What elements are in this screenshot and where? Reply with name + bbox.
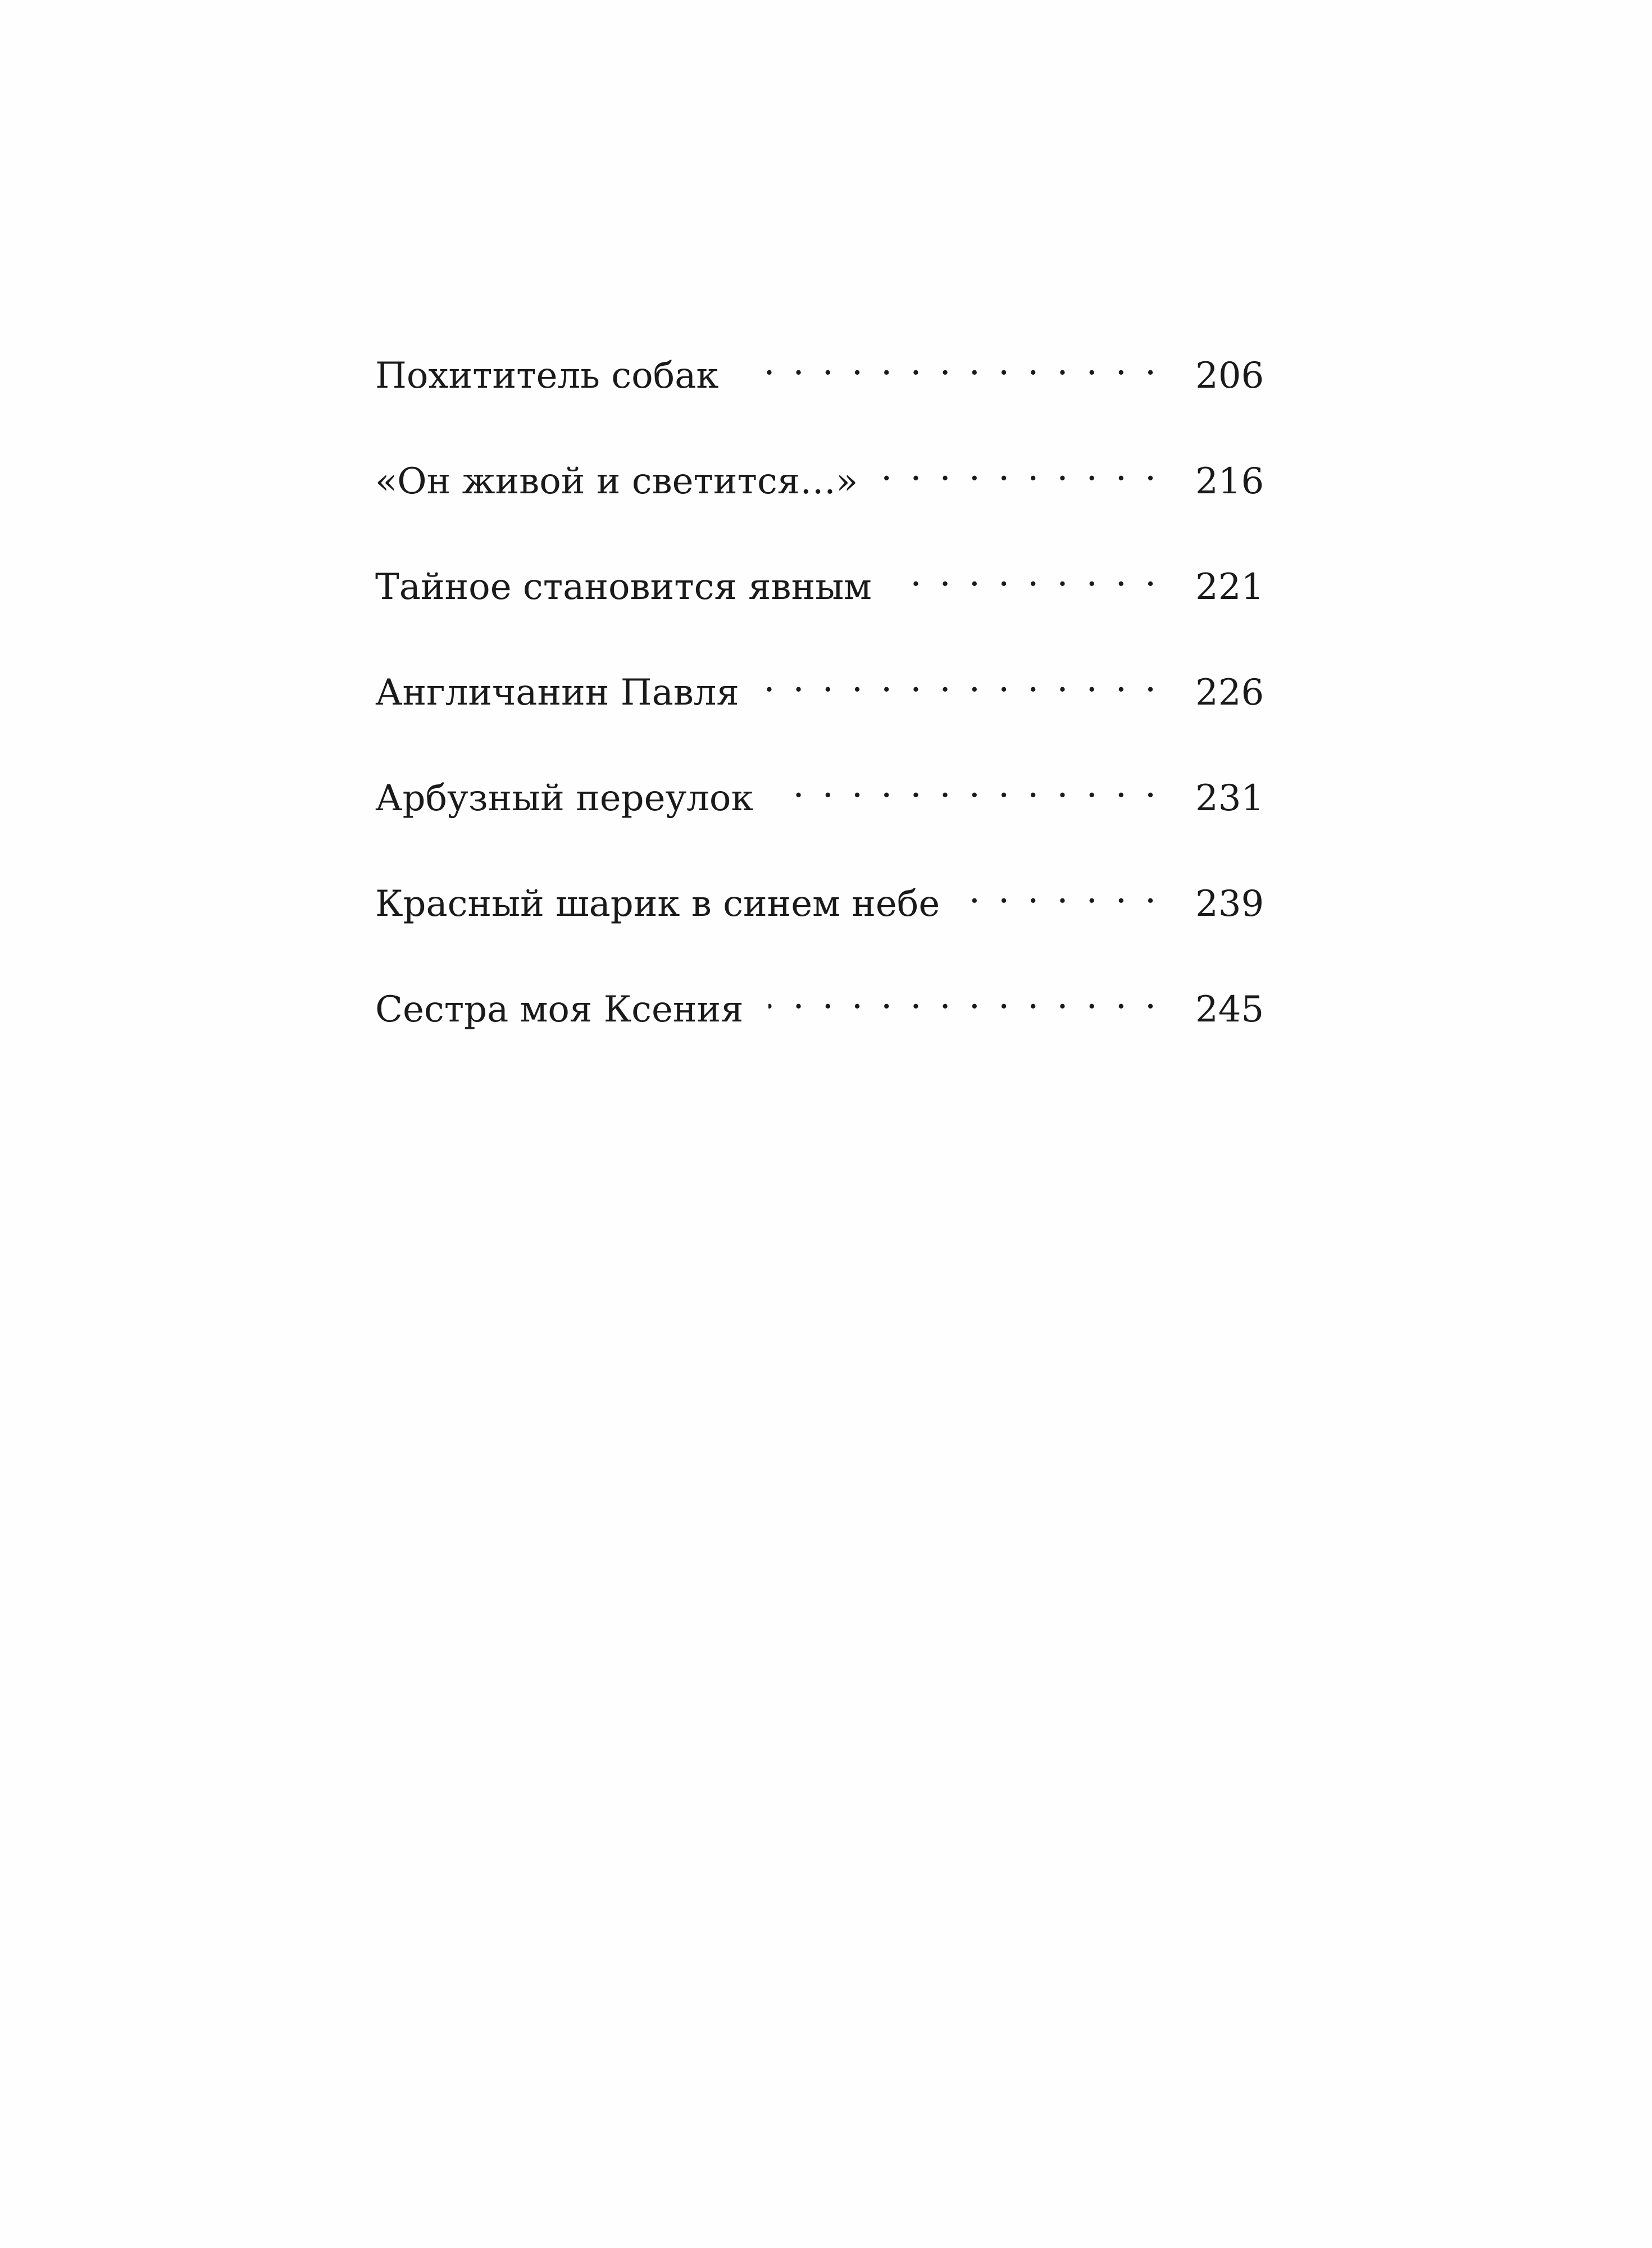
table-of-contents: [375, 337, 1264, 1077]
toc-entry-title: Арбузный переулок: [375, 778, 754, 819]
toc-entry-page: 231: [1195, 778, 1264, 819]
toc-dot-leader: [768, 971, 1159, 1021]
toc-entry[interactable]: [375, 971, 1264, 1077]
toc-entry[interactable]: [375, 337, 1264, 443]
toc-entry-title: Похититель собак: [375, 355, 719, 397]
toc-entry[interactable]: [375, 443, 1264, 548]
toc-dot-leader: [743, 337, 1159, 388]
toc-entry-page: 226: [1195, 672, 1264, 714]
toc-entry[interactable]: [375, 548, 1264, 654]
toc-entry-page: 239: [1195, 883, 1264, 925]
toc-entry[interactable]: [375, 760, 1264, 865]
toc-dot-leader: [964, 865, 1159, 916]
toc-entry-page: 216: [1195, 461, 1264, 502]
toc-entry-title: Тайное становится явным: [375, 566, 872, 608]
toc-entry-page: 221: [1195, 566, 1264, 608]
toc-dot-leader: [896, 548, 1159, 599]
toc-entry[interactable]: [375, 654, 1264, 760]
toc-entry-page: 206: [1195, 355, 1264, 397]
toc-entry[interactable]: [375, 865, 1264, 971]
toc-dot-leader: [882, 443, 1159, 493]
toc-dot-leader: [778, 760, 1159, 810]
toc-dot-leader: [764, 654, 1159, 705]
toc-entry-title: Англичанин Павля: [375, 672, 739, 714]
toc-entry-title: Красный шарик в синем небе: [375, 883, 940, 925]
toc-entry-page: 245: [1195, 989, 1264, 1030]
toc-entry-title: Сестра моя Ксения: [375, 989, 744, 1030]
toc-entry-title: «Он живой и светится…»: [375, 461, 858, 502]
